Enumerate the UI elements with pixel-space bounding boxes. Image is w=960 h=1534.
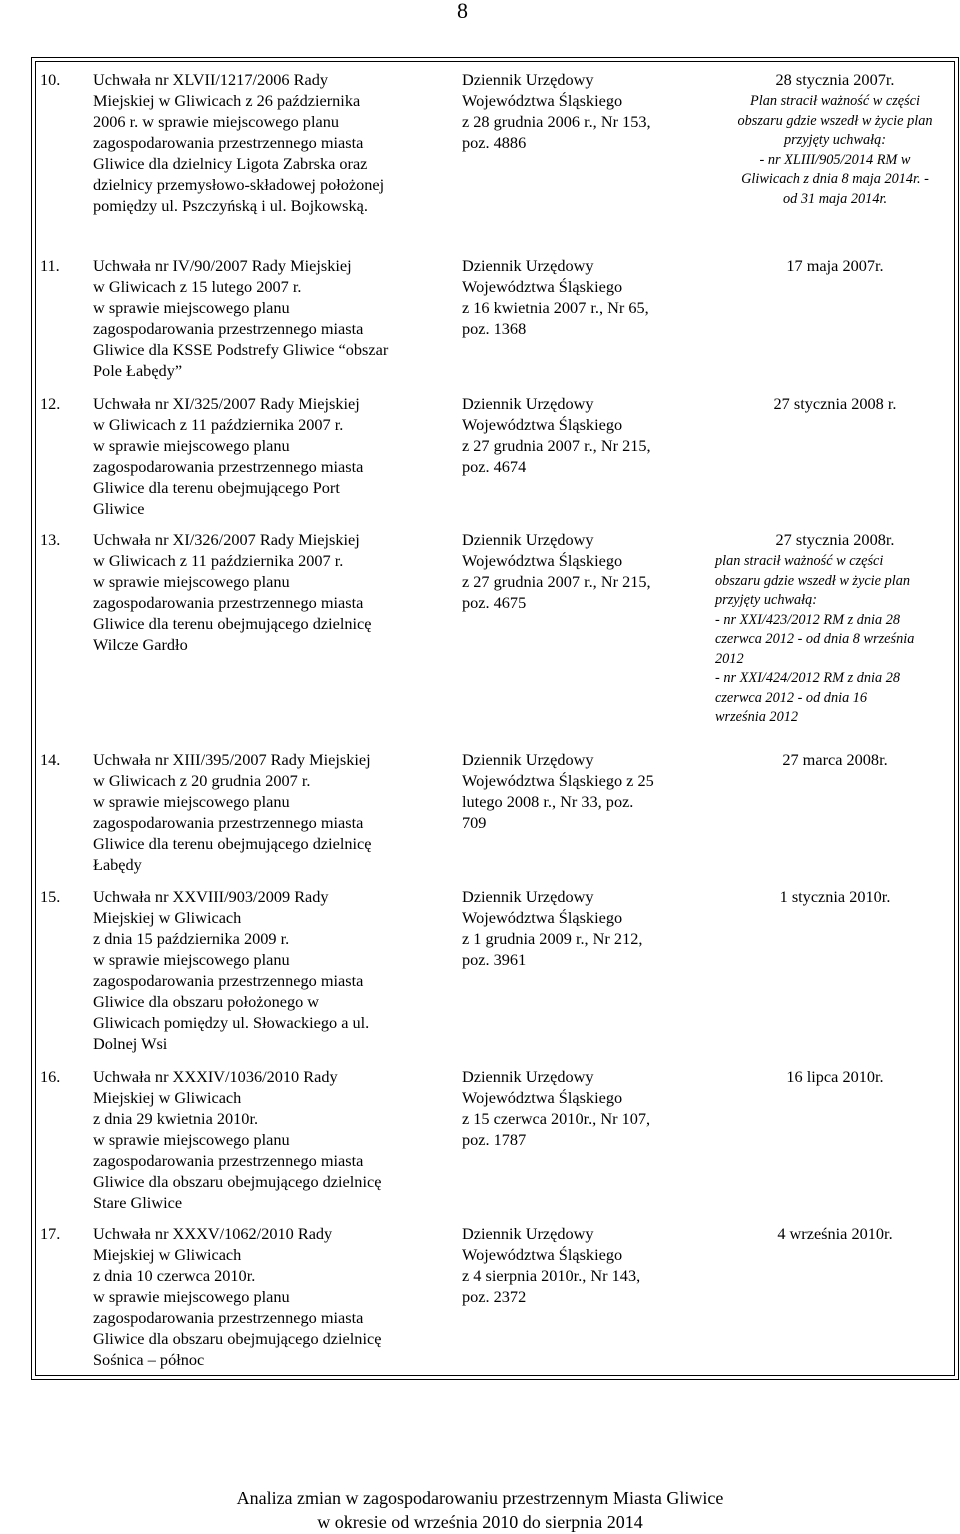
journal-line: Dziennik Urzędowy xyxy=(462,256,594,275)
row-number: 11. xyxy=(40,256,60,275)
description-line: zagospodarowania przestrzennego miasta xyxy=(93,593,364,612)
description-line: zagospodarowania przestrzennego miasta xyxy=(93,457,364,476)
journal-line: Województwa Śląskiego xyxy=(462,277,623,296)
description-line: zagospodarowania przestrzennego miasta xyxy=(93,1151,364,1170)
journal-line: Dziennik Urzędowy xyxy=(462,1067,594,1086)
description-line: Miejskiej w Gliwicach xyxy=(93,908,242,927)
description-line: w Gliwicach z 11 października 2007 r. xyxy=(93,551,344,570)
journal-line: z 27 grudnia 2007 r., Nr 215, xyxy=(462,436,651,455)
journal-reference xyxy=(462,69,702,153)
description-line: w sprawie miejscowego planu xyxy=(93,792,290,811)
effective-date: 1 stycznia 2010r. xyxy=(779,887,891,906)
date-cell xyxy=(715,886,955,907)
description-line: Uchwała nr IV/90/2007 Rady Miejskiej xyxy=(93,256,352,275)
journal-line: Województwa Śląskiego z 25 xyxy=(462,771,654,790)
resolution-description xyxy=(93,393,449,519)
description-line: Dolnej Wsi xyxy=(93,1034,168,1053)
row-number: 12. xyxy=(40,394,61,413)
journal-line: z 28 grudnia 2006 r., Nr 153, xyxy=(462,112,651,131)
journal-line: z 15 czerwca 2010r., Nr 107, xyxy=(462,1109,651,1128)
note-line: - nr XXI/423/2012 RM z dnia 28 xyxy=(715,611,901,628)
description-line: z dnia 29 kwietnia 2010r. xyxy=(93,1109,259,1128)
effective-date: 4 września 2010r. xyxy=(777,1224,893,1243)
description-line: 2006 r. w sprawie miejscowego planu xyxy=(93,112,339,131)
description-line: Gliwice dla obszaru obejmującego dzielnicę xyxy=(93,1172,382,1191)
note-line: obszaru gdzie wszedł w życie plan xyxy=(737,112,933,129)
resolution-description xyxy=(93,749,449,875)
page-number: 8 xyxy=(457,0,468,23)
description-line: w sprawie miejscowego planu xyxy=(93,298,290,317)
description-line: pomiędzy ul. Pszczyńską i ul. Bojkowską. xyxy=(93,196,368,215)
resolution-description xyxy=(93,529,449,655)
journal-line: poz. 1787 xyxy=(462,1130,527,1149)
description-line: Uchwała nr XXVIII/903/2009 Rady xyxy=(93,887,329,906)
date-cell xyxy=(715,69,955,209)
row-number: 13. xyxy=(40,530,61,549)
journal-line: poz. 1368 xyxy=(462,319,527,338)
description-line: w Gliwicach z 15 lutego 2007 r. xyxy=(93,277,302,296)
note-line: przyjęty uchwałą: xyxy=(715,592,818,608)
note-line: przyjęty uchwałą: xyxy=(783,132,887,148)
note-line: od 31 maja 2014r. xyxy=(782,190,888,207)
note-line: obszaru gdzie wszedł w życie plan xyxy=(715,572,910,589)
description-line: Pole Łabędy” xyxy=(93,361,183,380)
journal-line: Województwa Śląskiego xyxy=(462,1245,623,1264)
description-line: z dnia 15 października 2009 r. xyxy=(93,929,290,948)
note-line: czerwca 2012 - od dnia 8 września xyxy=(715,631,915,647)
description-line: Miejskiej w Gliwicach xyxy=(93,1088,242,1107)
description-line: Gliwice dla obszaru położonego w xyxy=(93,992,320,1011)
journal-line: Województwa Śląskiego xyxy=(462,1088,623,1107)
description-line: Wilcze Gardło xyxy=(93,635,188,654)
description-line: Gliwice dla dzielnicy Ligota Zabrska oraz xyxy=(93,154,368,173)
journal-line: Województwa Śląskiego xyxy=(462,91,623,110)
effective-date: 16 lipca 2010r. xyxy=(786,1067,884,1086)
validity-note xyxy=(715,92,955,209)
journal-line: z 1 grudnia 2009 r., Nr 212, xyxy=(462,929,643,948)
resolution-description xyxy=(93,1066,449,1213)
note-line: Plan stracił ważność w części xyxy=(750,93,920,109)
note-line: plan stracił ważność w części xyxy=(715,553,884,569)
description-line: Uchwała nr XXXV/1062/2010 Rady xyxy=(93,1224,333,1243)
description-line: w Gliwicach z 11 października 2007 r. xyxy=(93,415,344,434)
journal-reference xyxy=(462,749,702,833)
description-line: z dnia 10 czerwca 2010r. xyxy=(93,1266,256,1285)
row-number: 15. xyxy=(40,887,61,906)
description-line: w sprawie miejscowego planu xyxy=(93,1287,290,1306)
date-cell xyxy=(715,393,955,414)
effective-date: 27 stycznia 2008 r. xyxy=(773,394,897,413)
description-line: Gliwice dla terenu obejmującego Port xyxy=(93,478,340,497)
journal-line: z 27 grudnia 2007 r., Nr 215, xyxy=(462,572,651,591)
date-cell xyxy=(715,1223,955,1244)
description-line: w Gliwicach z 20 grudnia 2007 r. xyxy=(93,771,311,790)
journal-line: Dziennik Urzędowy xyxy=(462,530,594,549)
journal-line: lutego 2008 r., Nr 33, poz. xyxy=(462,792,634,811)
journal-line: Dziennik Urzędowy xyxy=(462,887,594,906)
description-line: w sprawie miejscowego planu xyxy=(93,572,290,591)
description-line: zagospodarowania przestrzennego miasta xyxy=(93,319,364,338)
effective-date: 27 stycznia 2008r. xyxy=(775,530,895,549)
description-line: dzielnicy przemysłowo-składowej położonej xyxy=(93,175,385,194)
journal-line: Dziennik Urzędowy xyxy=(462,750,594,769)
description-line: zagospodarowania przestrzennego miasta xyxy=(93,813,364,832)
journal-line: poz. 2372 xyxy=(462,1287,527,1306)
journal-line: z 4 sierpnia 2010r., Nr 143, xyxy=(462,1266,641,1285)
journal-line: poz. 4675 xyxy=(462,593,527,612)
description-line: Uchwała nr XIII/395/2007 Rady Miejskiej xyxy=(93,750,371,769)
description-line: Uchwała nr XI/325/2007 Rady Miejskiej xyxy=(93,394,360,413)
note-line: czerwca 2012 - od dnia 16 xyxy=(715,689,868,706)
resolution-description xyxy=(93,1223,449,1370)
description-line: Gliwice dla terenu obejmującego dzielnicę xyxy=(93,614,372,633)
note-line: - nr XXI/424/2012 RM z dnia 28 xyxy=(715,670,901,686)
note-line: - nr XLIII/905/2014 RM w xyxy=(759,151,911,168)
footer-line-1: Analiza zmian w zagospodarowaniu przestrzennym Miasta Gliwice xyxy=(236,1488,724,1508)
description-line: Stare Gliwice xyxy=(93,1193,183,1212)
journal-line: poz. 3961 xyxy=(462,950,527,969)
description-line: zagospodarowania przestrzennego miasta xyxy=(93,133,364,152)
date-cell xyxy=(715,529,955,728)
description-line: Gliwice dla obszaru obejmującego dzielnicę xyxy=(93,1329,382,1348)
journal-reference xyxy=(462,1066,702,1150)
journal-line: poz. 4674 xyxy=(462,457,527,476)
note-line: września 2012 xyxy=(715,709,799,725)
date-cell xyxy=(715,1066,955,1087)
effective-date: 28 stycznia 2007r. xyxy=(775,70,895,89)
effective-date: 27 marca 2008r. xyxy=(782,750,888,769)
footer-line-2: w okresie od września 2010 do sierpnia 2014 xyxy=(317,1512,643,1532)
journal-reference xyxy=(462,255,702,339)
note-line: 2012 xyxy=(715,650,744,667)
journal-line: 709 xyxy=(462,813,487,832)
row-number: 14. xyxy=(40,750,61,769)
journal-line: Dziennik Urzędowy xyxy=(462,70,594,89)
description-line: w sprawie miejscowego planu xyxy=(93,950,290,969)
description-line: Uchwała nr XXXIV/1036/2010 Rady xyxy=(93,1067,338,1086)
journal-line: Dziennik Urzędowy xyxy=(462,394,594,413)
journal-line: z 16 kwietnia 2007 r., Nr 65, xyxy=(462,298,649,317)
resolution-description xyxy=(93,886,449,1054)
row-number: 16. xyxy=(40,1067,61,1086)
date-cell xyxy=(715,749,955,770)
description-line: Uchwała nr XLVII/1217/2006 Rady xyxy=(93,70,328,89)
journal-reference xyxy=(462,529,702,613)
description-line: Sośnica – północ xyxy=(93,1350,205,1369)
description-line: Gliwice dla terenu obejmującego dzielnicę xyxy=(93,834,372,853)
journal-reference xyxy=(462,393,702,477)
description-line: Gliwice xyxy=(93,499,145,518)
description-line: Gliwice dla KSSE Podstrefy Gliwice “obszar xyxy=(93,340,389,359)
journal-reference xyxy=(462,886,702,970)
journal-line: Dziennik Urzędowy xyxy=(462,1224,594,1243)
validity-note xyxy=(715,552,955,728)
description-line: Gliwicach pomiędzy ul. Słowackiego a ul. xyxy=(93,1013,370,1032)
journal-line: poz. 4886 xyxy=(462,133,527,152)
description-line: Uchwała nr XI/326/2007 Rady Miejskiej xyxy=(93,530,360,549)
description-line: Miejskiej w Gliwicach xyxy=(93,1245,242,1264)
journal-line: Województwa Śląskiego xyxy=(462,908,623,927)
note-line: Gliwicach z dnia 8 maja 2014r. - xyxy=(741,171,929,187)
date-cell xyxy=(715,255,955,276)
resolution-description xyxy=(93,255,449,381)
description-line: Łabędy xyxy=(93,855,142,874)
row-number: 10. xyxy=(40,70,61,89)
journal-line: Województwa Śląskiego xyxy=(462,415,623,434)
journal-line: Województwa Śląskiego xyxy=(462,551,623,570)
description-line: zagospodarowania przestrzennego miasta xyxy=(93,971,364,990)
resolution-description xyxy=(93,69,449,216)
description-line: w sprawie miejscowego planu xyxy=(93,436,290,455)
journal-reference xyxy=(462,1223,702,1307)
effective-date: 17 maja 2007r. xyxy=(786,256,884,275)
row-number: 17. xyxy=(40,1224,61,1243)
description-line: w sprawie miejscowego planu xyxy=(93,1130,290,1149)
description-line: Miejskiej w Gliwicach z 26 października xyxy=(93,91,361,110)
description-line: zagospodarowania przestrzennego miasta xyxy=(93,1308,364,1327)
